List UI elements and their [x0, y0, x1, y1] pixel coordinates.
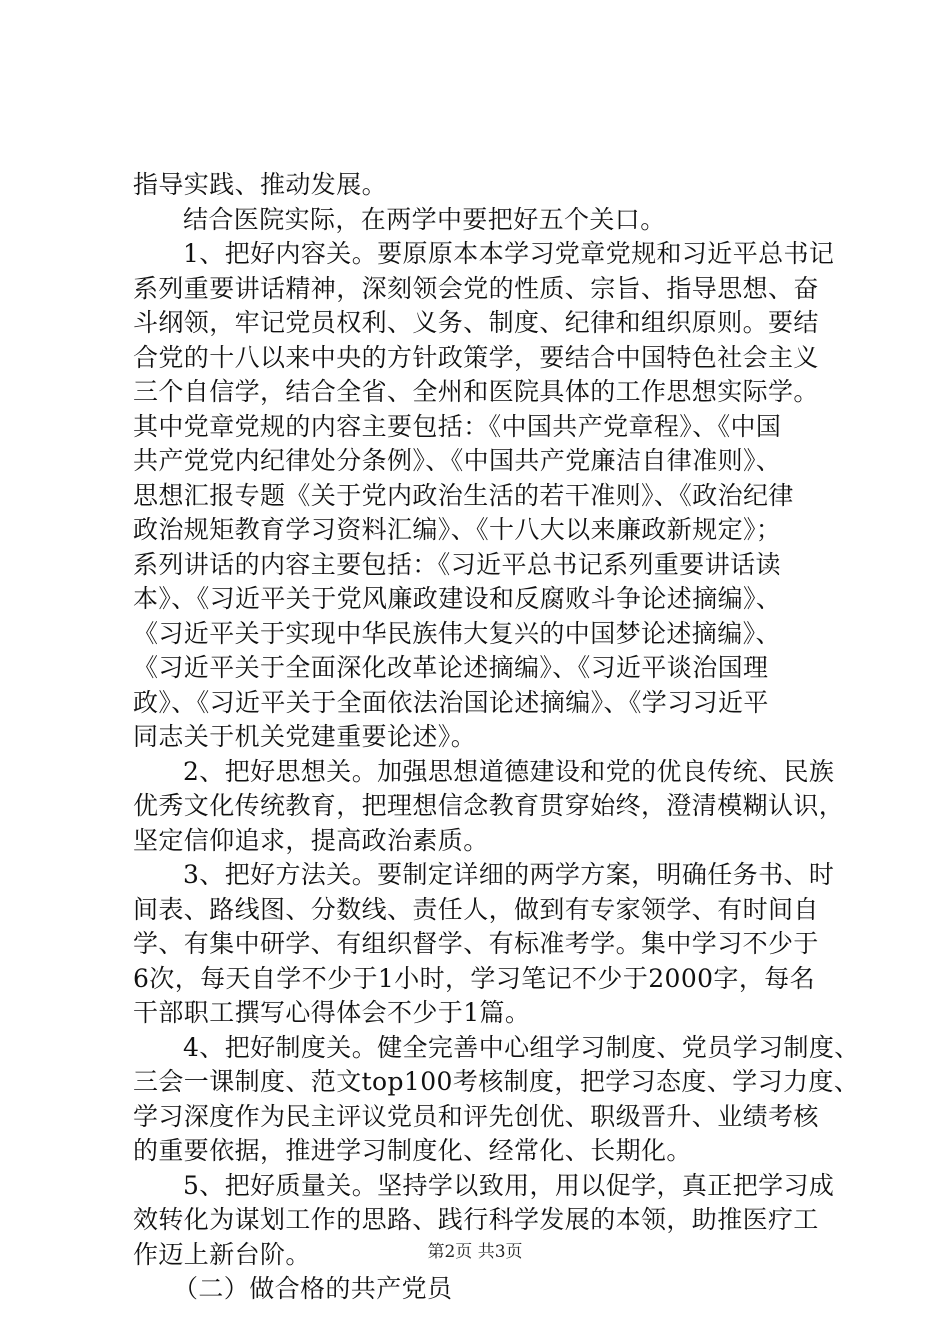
text-line: 4、把好制度关。健全完善中心组学习制度、党员学习制度、 — [183, 1032, 860, 1062]
text-line: 《习近平关于实现中华民族伟大复兴的中国梦论述摘编》、 — [133, 618, 781, 648]
text-line: 合党的十八以来中央的方针政策学，要结合中国特色社会主义 — [133, 342, 819, 372]
text-line: 《习近平关于全面深化改革论述摘编》、《习近平谈治国理 — [133, 653, 769, 682]
text-line: 系列讲话的内容主要包括：《习近平总书记系列重要讲话读 — [133, 549, 781, 579]
text-line: 2、把好思想关。加强思想道德建设和党的优良传统、民族 — [183, 756, 835, 786]
text-line: 本》、《习近平关于党风廉政建设和反腐败斗争论述摘编》、 — [133, 584, 782, 613]
text-line: 三个自信学，结合全省、全州和医院具体的工作思想实际学。 — [133, 377, 819, 406]
text-line: 1、把好内容关。要原原本本学习党章党规和习近平总书记 — [183, 239, 835, 268]
text-line: 作迈上新台阶。 — [133, 1239, 311, 1269]
text-line: 学、有集中研学、有组织督学、有标准考学。集中学习不少于 — [133, 929, 819, 958]
document-body — [133, 168, 860, 1307]
text-line: 干部职工撰写心得体会不少于1篇。 — [133, 998, 531, 1027]
page-number: 第2页 共3页 — [427, 1242, 523, 1262]
text-line: 5、把好质量关。坚持学以致用，用以促学，真正把学习成 — [183, 1170, 835, 1200]
text-line: 间表、路线图、分数线、责任人，做到有专家领学、有时间自 — [133, 894, 819, 924]
text-line: 的重要依据，推进学习制度化、经常化、长期化。 — [133, 1136, 692, 1165]
section-heading: （二）做合格的共产党员 — [173, 1274, 453, 1303]
text-line: 学习深度作为民主评议党员和评先创优、职级晋升、业绩考核 — [133, 1101, 819, 1131]
text-line: 同志关于机关党建重要论述》。 — [133, 722, 477, 751]
text-line: 其中党章党规的内容主要包括：《中国共产党章程》、《中国 — [133, 411, 782, 441]
text-line: 效转化为谋划工作的思路、践行科学发展的本领，助推医疗工 — [133, 1205, 819, 1234]
text-line: 三会一课制度、范文top100考核制度，把学习态度、学习力度、 — [133, 1067, 860, 1096]
text-line: 思想汇报专题《关于党内政治生活的若干准则》、《政治纪律 — [133, 480, 794, 510]
text-line: 结合医院实际，在两学中要把好五个关口。 — [183, 204, 666, 234]
text-line: 系列重要讲话精神，深刻领会党的性质、宗旨、指导思想、奋 — [133, 273, 819, 303]
text-line: 共产党党内纪律处分条例》、《中国共产党廉洁自律准则》、 — [133, 446, 782, 475]
text-line: 坚定信仰追求，提高政治素质。 — [133, 825, 489, 855]
text-line: 斗纲领，牢记党员权利、义务、制度、纪律和组织原则。要结 — [133, 308, 819, 337]
text-line: 政治规矩教育学习资料汇编》、《十八大以来廉政新规定》； — [133, 515, 782, 544]
text-line: 优秀文化传统教育，把理想信念教育贯穿始终，澄清模糊认识， — [133, 791, 845, 820]
text-line: 指导实践、推动发展。 — [133, 170, 388, 199]
text-line: 政》、《习近平关于全面依法治国论述摘编》、《学习习近平 — [133, 687, 769, 717]
text-line: 6次，每天自学不少于1小时，学习笔记不少于2000字，每名 — [133, 963, 816, 993]
text-line: 3、把好方法关。要制定详细的两学方案，明确任务书、时 — [183, 860, 835, 889]
